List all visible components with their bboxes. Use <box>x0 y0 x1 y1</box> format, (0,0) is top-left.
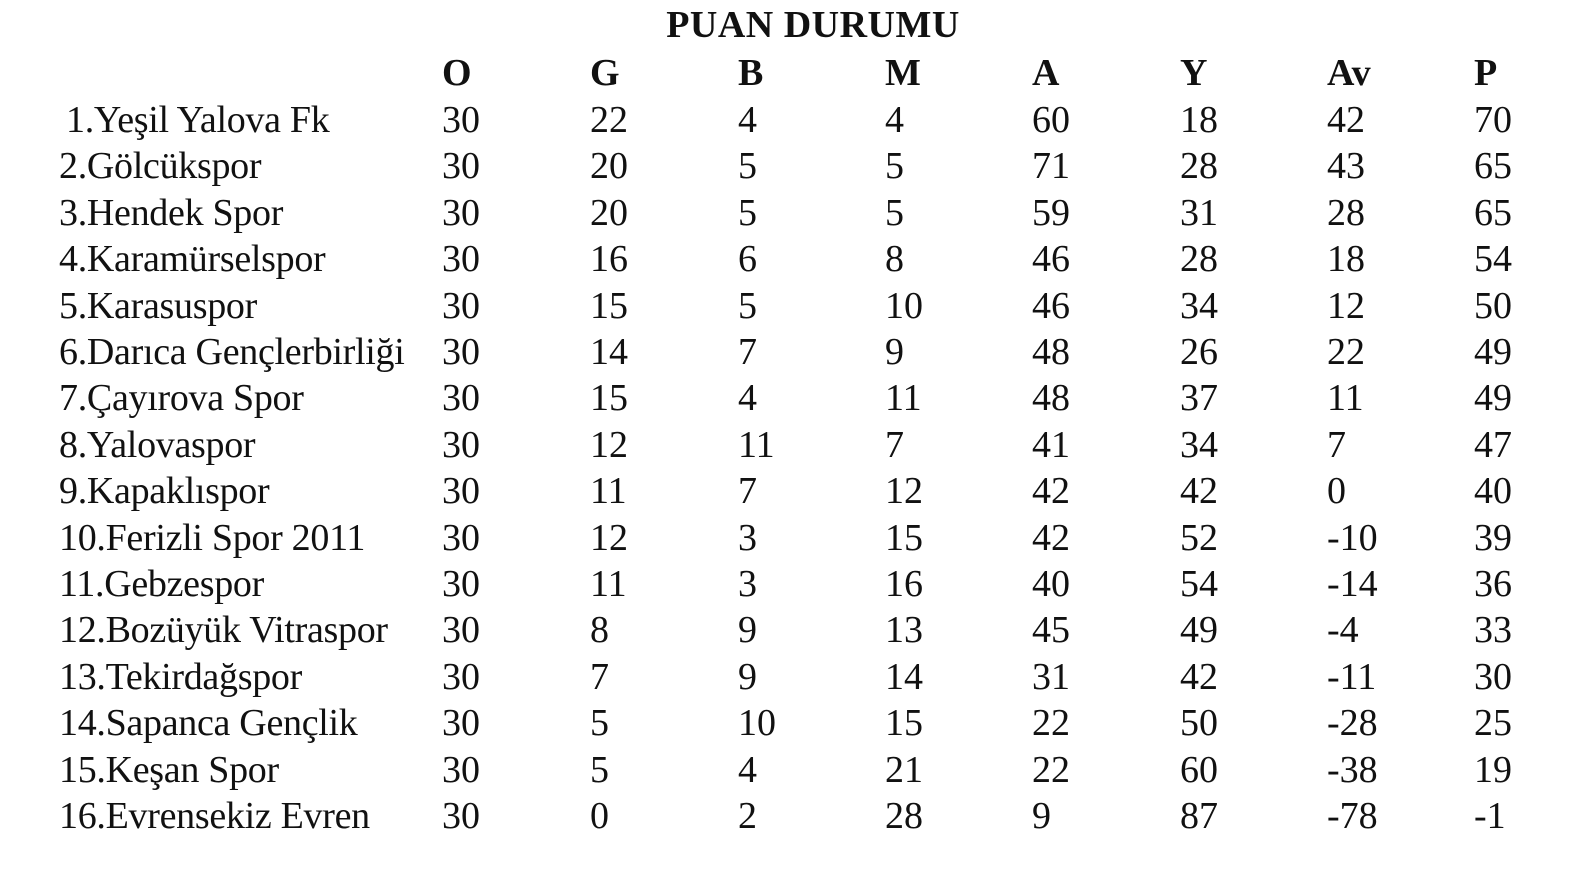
stat-cell: 11 <box>1327 377 1364 420</box>
stat-cell: 7 <box>1327 423 1346 466</box>
stat-cell: 5 <box>738 145 757 188</box>
team-name: 5.Karasuspor <box>59 284 257 327</box>
team-name: 6.Darıca Gençlerbirliği <box>59 331 405 373</box>
stat-cell: 30 <box>442 516 480 559</box>
stat-cell: 43 <box>1327 145 1365 188</box>
team-name: 4.Karamürselspor <box>59 238 326 281</box>
stat-cell: 28 <box>1180 238 1218 281</box>
stat-cell: 4 <box>738 748 757 791</box>
team-name: 8.Yalovaspor <box>59 423 256 466</box>
stat-cell: 0 <box>590 795 609 837</box>
stat-cell: 42 <box>1327 99 1365 141</box>
stat-cell: 52 <box>1180 516 1218 559</box>
stat-cell: 30 <box>442 609 480 652</box>
stat-cell: 60 <box>1032 99 1070 141</box>
stat-cell: 30 <box>442 377 480 420</box>
stat-cell: 4 <box>738 99 757 141</box>
stat-cell: 30 <box>442 238 480 281</box>
stat-cell: 45 <box>1032 609 1070 652</box>
stat-cell: 2 <box>738 795 757 837</box>
stat-cell: 42 <box>1032 516 1070 559</box>
stat-cell: 40 <box>1032 563 1070 605</box>
stat-cell: 60 <box>1180 748 1218 791</box>
stat-cell: 0 <box>1327 470 1346 513</box>
stat-cell: 5 <box>885 191 904 234</box>
stat-cell: 9 <box>885 331 904 373</box>
stat-cell: 30 <box>442 795 480 837</box>
column-header: O <box>442 52 472 94</box>
column-header: B <box>738 52 764 94</box>
team-name: 13.Tekirdağspor <box>59 655 302 698</box>
stat-cell: 37 <box>1180 377 1218 420</box>
team-name: 15.Keşan Spor <box>59 748 279 791</box>
stat-cell: -14 <box>1327 563 1378 605</box>
stat-cell: 50 <box>1474 284 1512 327</box>
column-header: P <box>1474 52 1498 94</box>
stat-cell: -4 <box>1327 609 1359 652</box>
team-name: 16.Evrensekiz Evren <box>59 795 370 837</box>
stat-cell: 28 <box>1327 191 1365 234</box>
stat-cell: 54 <box>1180 563 1218 605</box>
stat-cell: 48 <box>1032 331 1070 373</box>
stat-cell: 30 <box>442 470 480 513</box>
column-header: M <box>885 52 921 94</box>
stat-cell: 39 <box>1474 516 1512 559</box>
stat-cell: 87 <box>1180 795 1218 837</box>
stat-cell: 47 <box>1474 423 1512 466</box>
stat-cell: 16 <box>590 238 628 281</box>
stat-cell: 36 <box>1474 563 1512 605</box>
stat-cell: 15 <box>885 516 923 559</box>
stat-cell: 10 <box>885 284 923 327</box>
stat-cell: -78 <box>1327 795 1378 837</box>
stat-cell: 70 <box>1474 99 1512 141</box>
stat-cell: 12 <box>590 516 628 559</box>
stat-cell: 30 <box>442 655 480 698</box>
stat-cell: 15 <box>885 702 923 745</box>
stat-cell: 13 <box>885 609 923 652</box>
stat-cell: 11 <box>590 563 627 605</box>
stat-cell: -38 <box>1327 748 1378 791</box>
stat-cell: 30 <box>442 702 480 745</box>
stat-cell: 20 <box>590 145 628 188</box>
stat-cell: 30 <box>1474 655 1512 698</box>
stat-cell: 9 <box>738 655 757 698</box>
stat-cell: 28 <box>1180 145 1218 188</box>
stat-cell: -28 <box>1327 702 1378 745</box>
stat-cell: 28 <box>885 795 923 837</box>
stat-cell: 10 <box>738 702 776 745</box>
stat-cell: 5 <box>885 145 904 188</box>
stat-cell: 11 <box>738 423 775 466</box>
stat-cell: 54 <box>1474 238 1512 281</box>
stat-cell: -11 <box>1327 655 1377 698</box>
stat-cell: 46 <box>1032 284 1070 327</box>
stat-cell: 30 <box>442 145 480 188</box>
stat-cell: 22 <box>1327 331 1365 373</box>
stat-cell: 3 <box>738 563 757 605</box>
stat-cell: 46 <box>1032 238 1070 281</box>
stat-cell: -10 <box>1327 516 1378 559</box>
team-name: 1.Yeşil Yalova Fk <box>66 99 330 141</box>
stat-cell: 20 <box>590 191 628 234</box>
stat-cell: 42 <box>1032 470 1070 513</box>
stat-cell: 15 <box>590 377 628 420</box>
team-name: 14.Sapanca Gençlik <box>59 702 358 745</box>
stat-cell: 5 <box>738 284 757 327</box>
stat-cell: 15 <box>590 284 628 327</box>
stat-cell: 41 <box>1032 423 1070 466</box>
team-name: 12.Bozüyük Vitraspor <box>59 609 388 652</box>
stat-cell: 30 <box>442 563 480 605</box>
stat-cell: 7 <box>590 655 609 698</box>
stat-cell: 12 <box>885 470 923 513</box>
stat-cell: 42 <box>1180 470 1218 513</box>
stat-cell: 30 <box>442 423 480 466</box>
stat-cell: 8 <box>885 238 904 281</box>
stat-cell: 33 <box>1474 609 1512 652</box>
stat-cell: 49 <box>1474 377 1512 420</box>
stat-cell: 12 <box>590 423 628 466</box>
team-name: 2.Gölcükspor <box>59 145 262 188</box>
stat-cell: 5 <box>590 748 609 791</box>
stat-cell: 25 <box>1474 702 1512 745</box>
stat-cell: 26 <box>1180 331 1218 373</box>
team-name: 10.Ferizli Spor 2011 <box>59 516 366 559</box>
stat-cell: 50 <box>1180 702 1218 745</box>
stat-cell: 65 <box>1474 191 1512 234</box>
stat-cell: 5 <box>590 702 609 745</box>
stat-cell: 5 <box>738 191 757 234</box>
stat-cell: 19 <box>1474 748 1512 791</box>
stat-cell: 11 <box>590 470 627 513</box>
stat-cell: 3 <box>738 516 757 559</box>
stat-cell: 16 <box>885 563 923 605</box>
stat-cell: 9 <box>1032 795 1051 837</box>
team-name: 7.Çayırova Spor <box>59 377 304 420</box>
stat-cell: 48 <box>1032 377 1070 420</box>
stat-cell: 49 <box>1474 331 1512 373</box>
stat-cell: 14 <box>590 331 628 373</box>
stat-cell: 11 <box>885 377 922 420</box>
stat-cell: 18 <box>1327 238 1365 281</box>
stat-cell: -1 <box>1474 795 1506 837</box>
stat-cell: 21 <box>885 748 923 791</box>
stat-cell: 4 <box>885 99 904 141</box>
stat-cell: 31 <box>1180 191 1218 234</box>
stat-cell: 8 <box>590 609 609 652</box>
stat-cell: 12 <box>1327 284 1365 327</box>
stat-cell: 42 <box>1180 655 1218 698</box>
stat-cell: 7 <box>738 470 757 513</box>
stat-cell: 30 <box>442 748 480 791</box>
team-name: 11.Gebzespor <box>59 563 264 605</box>
column-header: Y <box>1180 52 1208 94</box>
column-header: Av <box>1327 52 1371 94</box>
stat-cell: 22 <box>1032 702 1070 745</box>
stat-cell: 18 <box>1180 99 1218 141</box>
stat-cell: 22 <box>1032 748 1070 791</box>
stat-cell: 65 <box>1474 145 1512 188</box>
stat-cell: 30 <box>442 191 480 234</box>
stat-cell: 34 <box>1180 284 1218 327</box>
stat-cell: 14 <box>885 655 923 698</box>
stat-cell: 4 <box>738 377 757 420</box>
stat-cell: 22 <box>590 99 628 141</box>
stat-cell: 40 <box>1474 470 1512 513</box>
stat-cell: 30 <box>442 331 480 373</box>
stat-cell: 7 <box>885 423 904 466</box>
team-name: 3.Hendek Spor <box>59 191 284 234</box>
stat-cell: 71 <box>1032 145 1070 188</box>
stat-cell: 6 <box>738 238 757 281</box>
column-header: G <box>590 52 620 94</box>
page-title: PUAN DURUMU <box>666 4 960 46</box>
stat-cell: 30 <box>442 284 480 327</box>
team-name: 9.Kapaklıspor <box>59 470 270 513</box>
stat-cell: 7 <box>738 331 757 373</box>
stat-cell: 31 <box>1032 655 1070 698</box>
stat-cell: 59 <box>1032 191 1070 234</box>
stat-cell: 49 <box>1180 609 1218 652</box>
stat-cell: 30 <box>442 99 480 141</box>
stat-cell: 9 <box>738 609 757 652</box>
column-header: A <box>1032 52 1060 94</box>
stat-cell: 34 <box>1180 423 1218 466</box>
